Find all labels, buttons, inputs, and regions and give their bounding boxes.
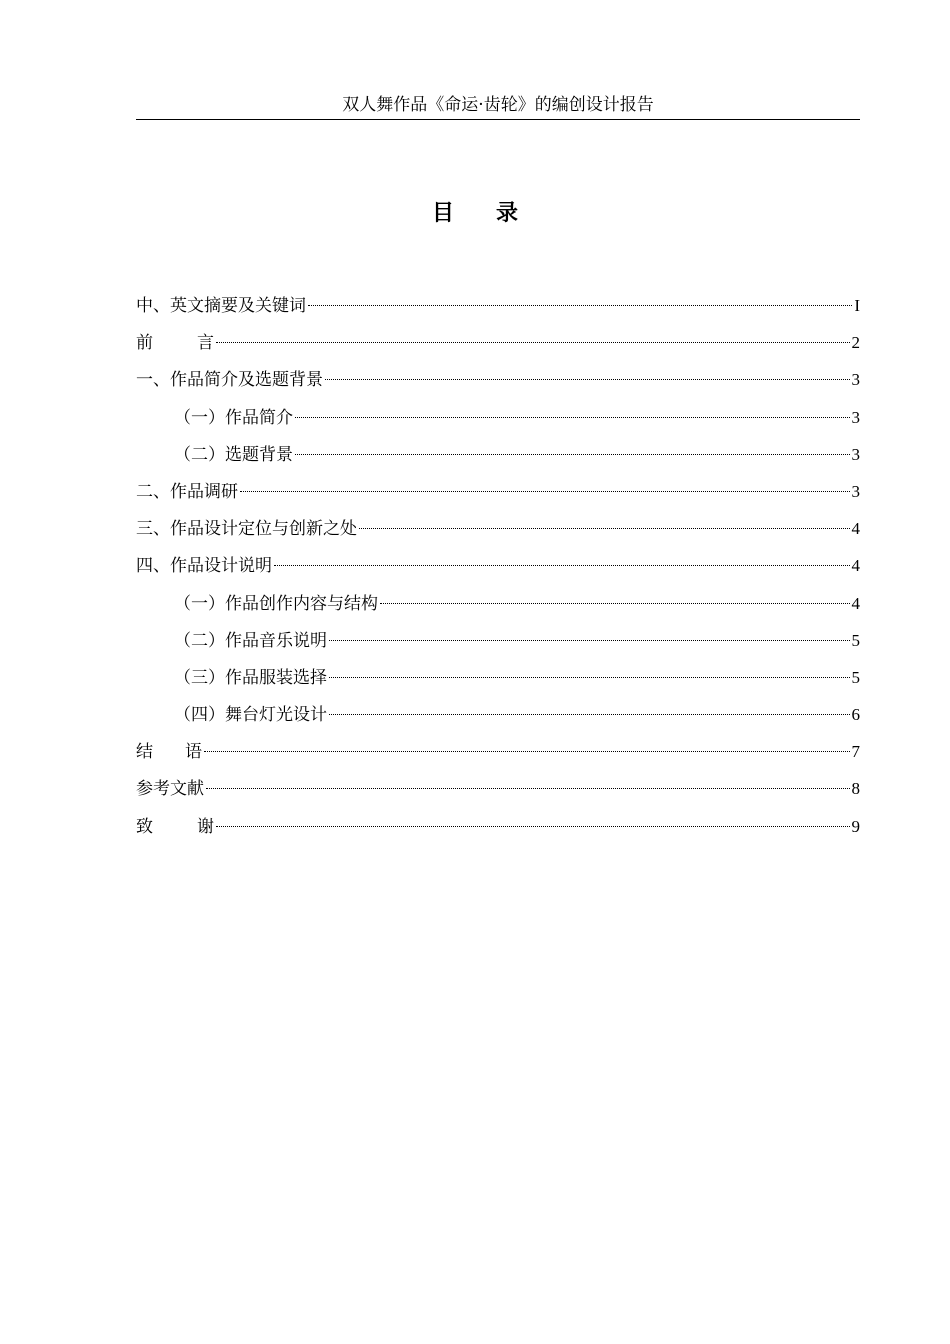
toc-entry-page: 4 xyxy=(851,519,860,539)
toc-entry-page: 3 xyxy=(851,444,860,464)
toc-leader-dots xyxy=(295,417,850,418)
table-of-contents xyxy=(136,287,860,845)
toc-entry-page: 4 xyxy=(851,593,860,613)
toc-entry-label: （一）作品简介 xyxy=(174,407,293,428)
toc-leader-dots xyxy=(216,342,850,343)
toc-leader-dots xyxy=(206,788,850,789)
toc-entry-label-char: 谢 xyxy=(197,816,214,837)
toc-leader-dots xyxy=(329,640,850,641)
toc-leader-dots xyxy=(204,751,850,752)
toc-leader-dots xyxy=(274,565,850,566)
toc-entry-abstract[interactable] xyxy=(136,287,860,324)
toc-entry-label-char: 前 xyxy=(136,333,153,354)
toc-entry-label-char: 言 xyxy=(197,333,214,354)
toc-entry-page: 8 xyxy=(851,779,860,799)
toc-leader-dots xyxy=(295,454,850,455)
toc-entry-label: （二）作品音乐说明 xyxy=(174,630,327,651)
toc-entry-label-char: 语 xyxy=(185,742,202,763)
toc-entry-label: （四）舞台灯光设计 xyxy=(174,705,327,726)
toc-entry-page: 5 xyxy=(851,667,860,687)
toc-entry-label: （一）作品创作内容与结构 xyxy=(174,593,378,614)
toc-leader-dots xyxy=(308,305,852,306)
toc-entry-label: 三、作品设计定位与创新之处 xyxy=(136,519,357,540)
toc-entry-page: I xyxy=(854,296,860,315)
toc-entry-conclusion[interactable] xyxy=(136,733,860,770)
toc-entry-section-4-1[interactable] xyxy=(136,585,860,622)
toc-title-left: 目 xyxy=(431,200,454,226)
toc-entry-label-char: 致 xyxy=(136,816,153,837)
toc-entry-section-1-1[interactable] xyxy=(136,399,860,436)
toc-leader-dots xyxy=(359,528,850,529)
toc-entry-label: （二）选题背景 xyxy=(174,444,293,465)
toc-entry-page: 6 xyxy=(851,705,860,725)
toc-entry-references[interactable] xyxy=(136,770,860,807)
toc-entry-page: 7 xyxy=(851,742,860,762)
toc-entry-section-4-3[interactable] xyxy=(136,659,860,696)
toc-leader-dots xyxy=(325,379,850,380)
toc-entry-page: 3 xyxy=(851,370,860,390)
toc-entry-section-4[interactable] xyxy=(136,547,860,584)
toc-entry-label xyxy=(136,734,202,771)
toc-leader-dots xyxy=(240,491,850,492)
toc-entry-label: 中、英文摘要及关键词 xyxy=(136,296,306,316)
toc-entry-label xyxy=(136,325,214,362)
toc-entry-label: 一、作品简介及选题背景 xyxy=(136,370,323,391)
toc-entry-page: 4 xyxy=(851,556,860,576)
toc-entry-preface[interactable] xyxy=(136,324,860,361)
toc-leader-dots xyxy=(216,826,850,827)
toc-entry-page: 2 xyxy=(851,333,860,353)
toc-title-right: 录 xyxy=(496,200,519,226)
toc-entry-page: 5 xyxy=(851,630,860,650)
running-header-title: 双人舞作品《命运·齿轮》的编创设计报告 xyxy=(342,95,654,115)
toc-entry-section-1-2[interactable] xyxy=(136,436,860,473)
toc-entry-page: 3 xyxy=(851,481,860,501)
toc-entry-label: （三）作品服装选择 xyxy=(174,667,327,688)
toc-entry-section-2[interactable] xyxy=(136,473,860,510)
toc-entry-acknowledgements[interactable] xyxy=(136,808,860,845)
toc-entry-section-4-4[interactable] xyxy=(136,696,860,733)
toc-entry-section-3[interactable] xyxy=(136,510,860,547)
toc-entry-page: 9 xyxy=(851,816,860,836)
toc-entry-label: 二、作品调研 xyxy=(136,481,238,502)
toc-entry-page: 3 xyxy=(851,407,860,427)
toc-leader-dots xyxy=(329,677,850,678)
toc-entry-label-char: 结 xyxy=(136,742,153,763)
toc-title xyxy=(0,196,950,230)
toc-leader-dots xyxy=(380,603,850,604)
toc-entry-label: 四、作品设计说明 xyxy=(136,556,272,577)
toc-entry-section-4-2[interactable] xyxy=(136,622,860,659)
running-header xyxy=(136,91,860,120)
toc-entry-label: 参考文献 xyxy=(136,779,204,800)
toc-entry-section-1[interactable] xyxy=(136,361,860,398)
toc-leader-dots xyxy=(329,714,850,715)
toc-entry-label xyxy=(136,809,214,846)
